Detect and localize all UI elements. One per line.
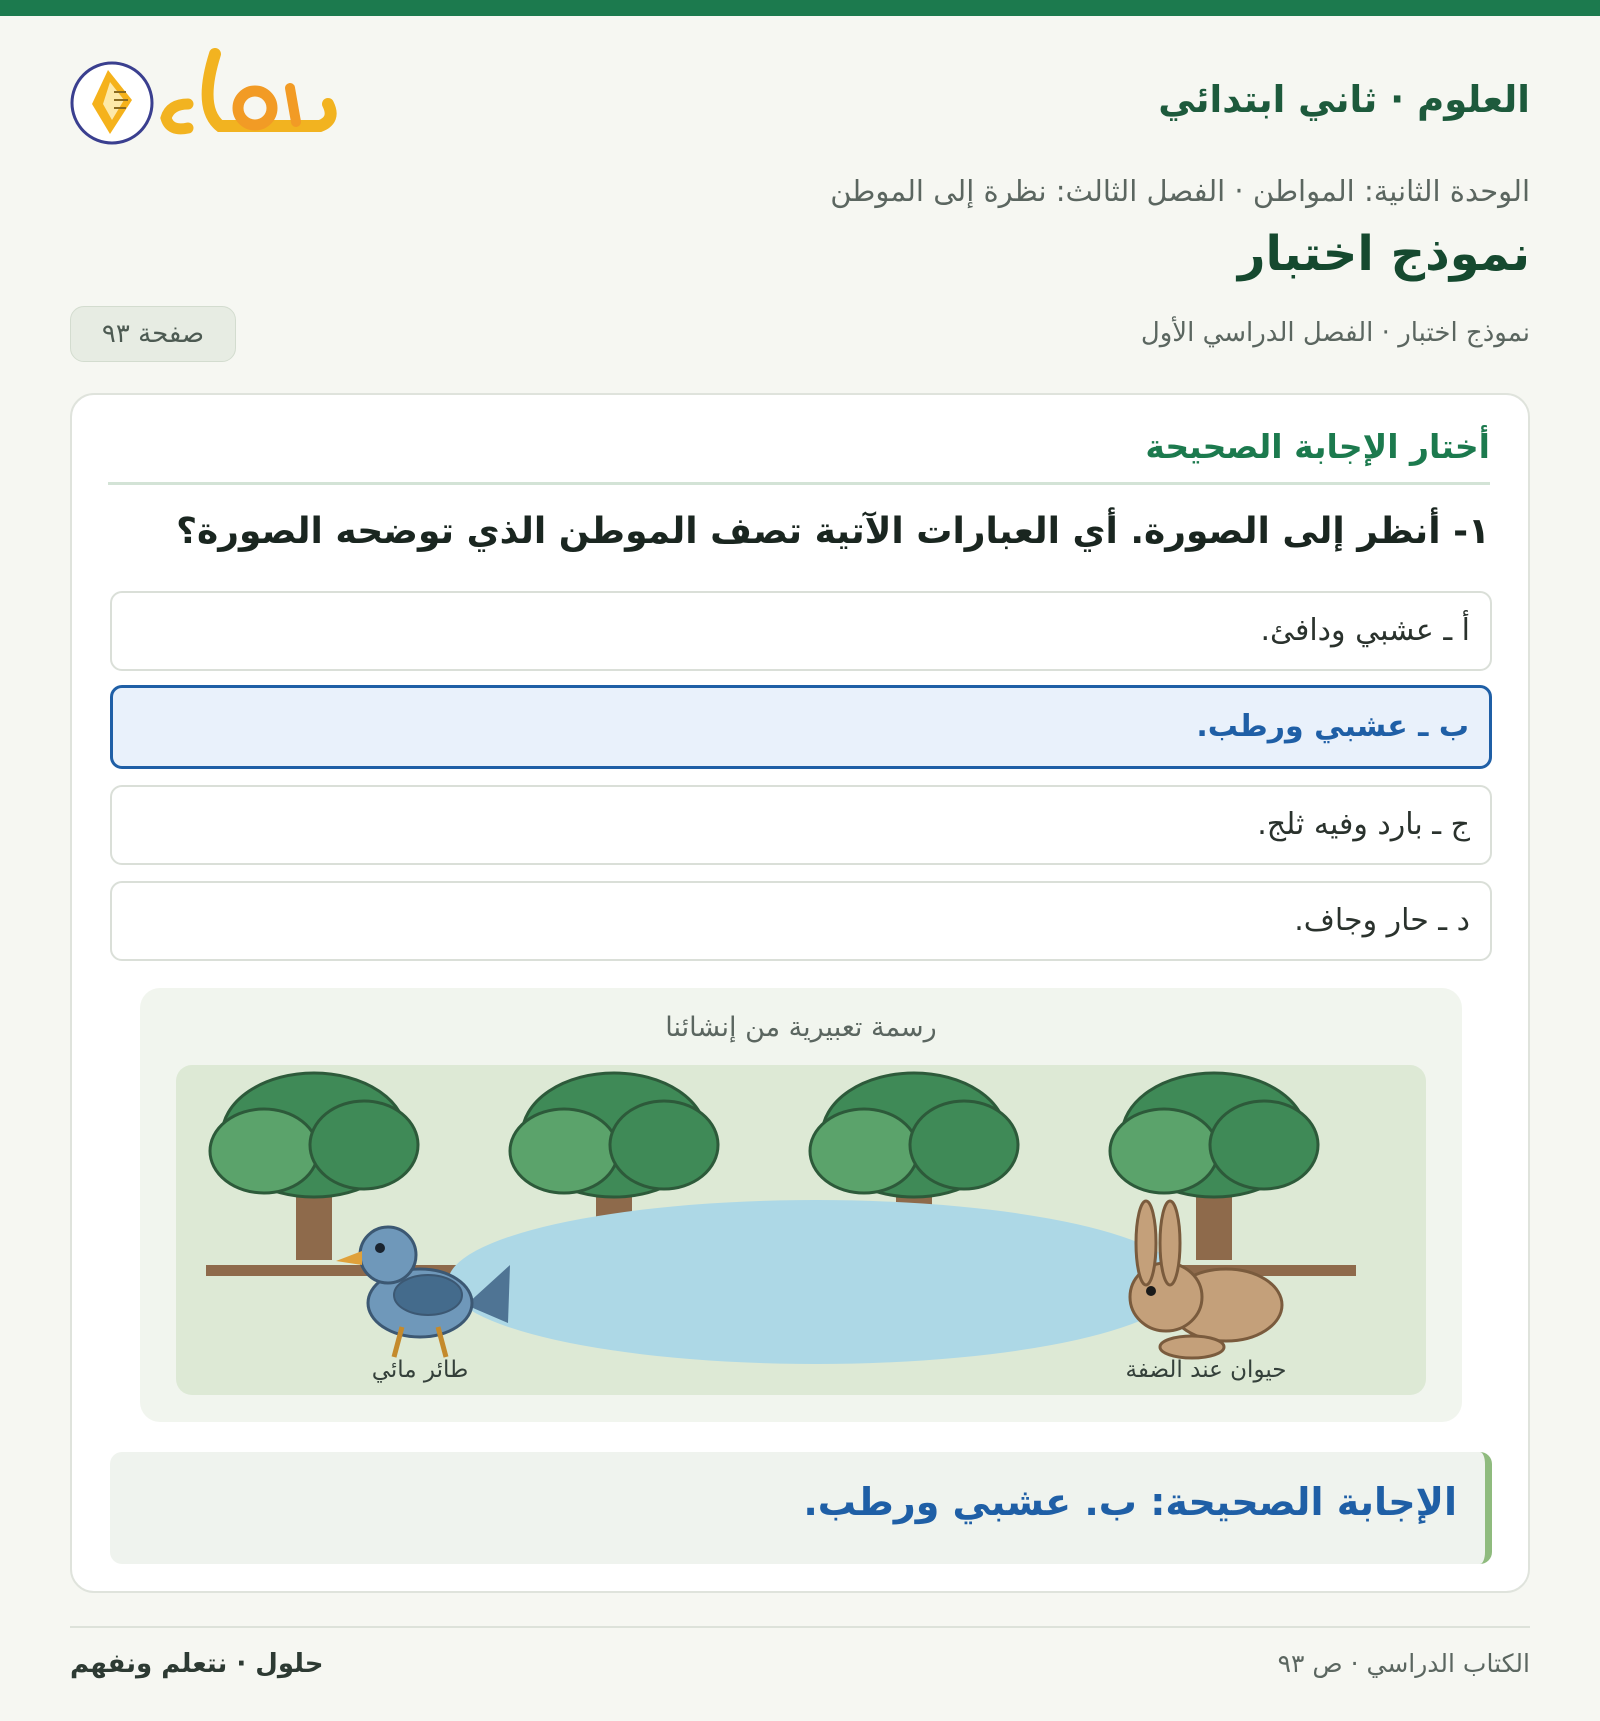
option-a[interactable]: أ ـ عشبي ودافئ. — [110, 591, 1492, 671]
page-title: نموذج اختبار — [1237, 226, 1530, 282]
animal-label: حيوان عند الضفة — [1125, 1357, 1287, 1383]
footer-divider — [70, 1626, 1530, 1628]
footer-book-reference: الكتاب الدراسي · ص ٩٣ — [1277, 1649, 1530, 1678]
habitat-scene — [176, 1065, 1426, 1395]
page-number-badge: صفحة ٩٣ — [70, 306, 236, 362]
hulul-logo[interactable] — [70, 48, 340, 158]
option-b-selected[interactable]: ب ـ عشبي ورطب. — [110, 685, 1492, 769]
top-accent-bar — [0, 0, 1600, 16]
option-d[interactable]: د ـ حار وجاف. — [110, 881, 1492, 961]
subject-title: العلوم · ثاني ابتدائي — [1158, 78, 1530, 121]
page-subtitle: نموذج اختبار · الفصل الدراسي الأول — [1140, 318, 1530, 348]
illustration-caption: رسمة تعبيرية من إنشائنا — [665, 1012, 937, 1043]
page-header — [70, 40, 1530, 170]
section-heading: أختار الإجابة الصحيحة — [1145, 427, 1490, 466]
bird-label: طائر مائي — [371, 1357, 469, 1383]
breadcrumb: الوحدة الثانية: المواطن · الفصل الثالث: نظرة إلى الموطن — [830, 174, 1530, 208]
habitat-illustration — [140, 988, 1462, 1422]
footer-brand[interactable]: حلول · نتعلم ونفهم — [70, 1649, 324, 1679]
answer-box — [110, 1452, 1492, 1564]
question-text: ١- أنظر إلى الصورة. أي العبارات الآتية تصف الموطن الذي توضحه الصورة؟ — [176, 511, 1490, 552]
question-card — [70, 393, 1530, 1593]
correct-answer-text: الإجابة الصحيحة: ب. عشبي ورطب. — [803, 1480, 1457, 1524]
pond-shape — [448, 1200, 1184, 1364]
section-divider — [108, 482, 1490, 485]
option-c[interactable]: ج ـ بارد وفيه ثلج. — [110, 785, 1492, 865]
